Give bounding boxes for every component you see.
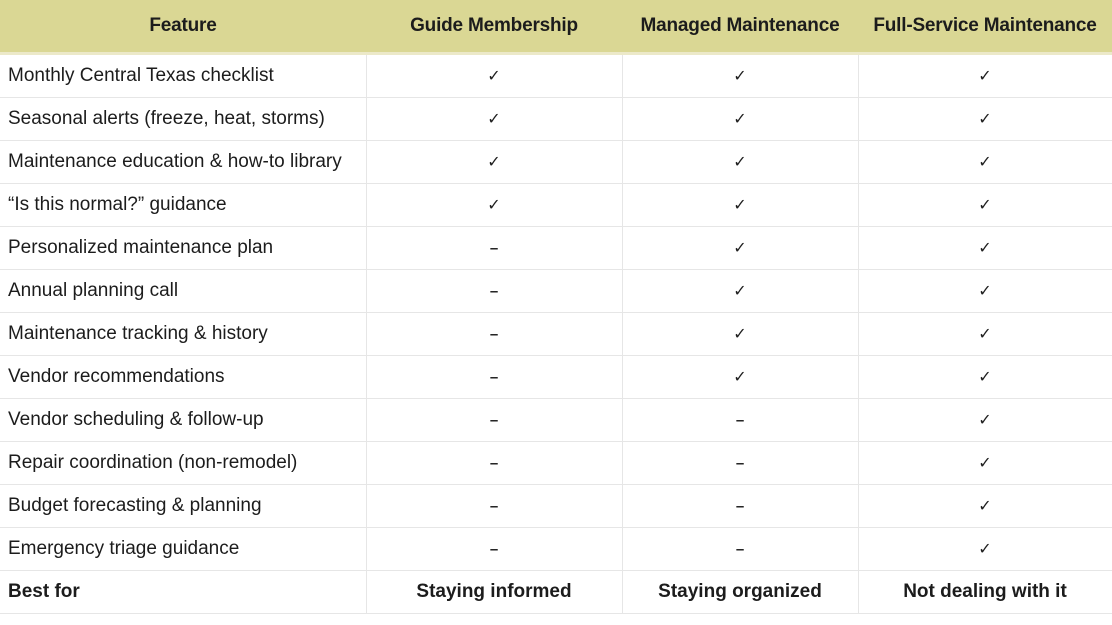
- check-icon: ✓: [733, 109, 747, 128]
- full-mark-cell: [858, 141, 1112, 184]
- guide-mark-cell: [366, 270, 622, 313]
- table-row: [0, 227, 1112, 270]
- guide-mark-cell: [366, 98, 622, 141]
- check-icon: ✓: [733, 324, 747, 343]
- feature-name: Maintenance education & how-to library: [0, 141, 366, 184]
- feature-name: Budget forecasting & planning: [0, 485, 366, 528]
- header-full-service-maintenance: Full-Service Maintenance: [858, 0, 1112, 54]
- dash-icon: –: [489, 541, 499, 558]
- feature-name: “Is this normal?” guidance: [0, 184, 366, 227]
- feature-name: Annual planning call: [0, 270, 366, 313]
- table-row: [0, 184, 1112, 227]
- feature-name: Monthly Central Texas checklist: [0, 54, 366, 98]
- full-mark-cell: [858, 270, 1112, 313]
- managed-mark-cell: [622, 485, 858, 528]
- check-icon: ✓: [978, 109, 992, 128]
- check-icon: ✓: [978, 281, 992, 300]
- check-icon: ✓: [733, 281, 747, 300]
- table-row: [0, 356, 1112, 399]
- full-mark-cell: [858, 356, 1112, 399]
- full-mark-cell: [858, 485, 1112, 528]
- full-mark-cell: [858, 98, 1112, 141]
- managed-mark-cell: [622, 141, 858, 184]
- feature-name: Seasonal alerts (freeze, heat, storms): [0, 98, 366, 141]
- full-mark-cell: [858, 442, 1112, 485]
- header-row: [0, 0, 1112, 54]
- full-mark-cell: [858, 528, 1112, 571]
- managed-mark-cell: [622, 356, 858, 399]
- table-row: [0, 270, 1112, 313]
- feature-name: Maintenance tracking & history: [0, 313, 366, 356]
- managed-mark-cell: [622, 98, 858, 141]
- table-row: [0, 98, 1112, 141]
- managed-mark-cell: [622, 270, 858, 313]
- dash-icon: –: [735, 455, 745, 472]
- guide-mark-cell: [366, 485, 622, 528]
- check-icon: ✓: [978, 367, 992, 386]
- managed-mark-cell: [622, 184, 858, 227]
- feature-name: Vendor scheduling & follow-up: [0, 399, 366, 442]
- header-managed-maintenance: Managed Maintenance: [622, 0, 858, 54]
- check-icon: ✓: [733, 367, 747, 386]
- full-mark-cell: [858, 313, 1112, 356]
- table-row: [0, 442, 1112, 485]
- check-icon: ✓: [978, 152, 992, 171]
- header-feature: Feature: [0, 0, 366, 54]
- table-row: [0, 528, 1112, 571]
- dash-icon: –: [735, 498, 745, 515]
- guide-mark-cell: [366, 141, 622, 184]
- feature-name: Personalized maintenance plan: [0, 227, 366, 270]
- guide-mark-cell: [366, 399, 622, 442]
- check-icon: ✓: [733, 195, 747, 214]
- check-icon: ✓: [733, 238, 747, 257]
- dash-icon: –: [489, 240, 499, 257]
- full-mark-cell: [858, 227, 1112, 270]
- guide-mark-cell: [366, 184, 622, 227]
- check-icon: ✓: [733, 66, 747, 85]
- dash-icon: –: [735, 412, 745, 429]
- managed-mark-cell: [622, 399, 858, 442]
- guide-mark-cell: [366, 442, 622, 485]
- full-mark-cell: [858, 399, 1112, 442]
- header-guide-membership: Guide Membership: [366, 0, 622, 54]
- full-mark-cell: [858, 184, 1112, 227]
- feature-name: Emergency triage guidance: [0, 528, 366, 571]
- full-mark-cell: [858, 54, 1112, 98]
- dash-icon: –: [489, 369, 499, 386]
- feature-name: Vendor recommendations: [0, 356, 366, 399]
- check-icon: ✓: [733, 152, 747, 171]
- table-row: [0, 399, 1112, 442]
- dash-icon: –: [489, 498, 499, 515]
- check-icon: ✓: [978, 410, 992, 429]
- check-icon: ✓: [978, 539, 992, 558]
- dash-icon: –: [489, 326, 499, 343]
- managed-mark-cell: [622, 227, 858, 270]
- table-row: [0, 141, 1112, 184]
- check-icon: ✓: [978, 496, 992, 515]
- best-for-guide: Staying informed: [366, 571, 622, 614]
- managed-mark-cell: [622, 54, 858, 98]
- dash-icon: –: [489, 283, 499, 300]
- table-row: [0, 485, 1112, 528]
- feature-name: Repair coordination (non-remodel): [0, 442, 366, 485]
- check-icon: ✓: [487, 109, 501, 128]
- guide-mark-cell: [366, 356, 622, 399]
- check-icon: ✓: [487, 195, 501, 214]
- guide-mark-cell: [366, 227, 622, 270]
- guide-mark-cell: [366, 528, 622, 571]
- check-icon: ✓: [978, 453, 992, 472]
- check-icon: ✓: [978, 195, 992, 214]
- table-header: [0, 0, 1112, 54]
- check-icon: ✓: [487, 66, 501, 85]
- guide-mark-cell: [366, 313, 622, 356]
- managed-mark-cell: [622, 442, 858, 485]
- best-for-full: Not dealing with it: [858, 571, 1112, 614]
- table-body: [0, 54, 1112, 614]
- check-icon: ✓: [978, 238, 992, 257]
- check-icon: ✓: [978, 66, 992, 85]
- guide-mark-cell: [366, 54, 622, 98]
- dash-icon: –: [489, 412, 499, 429]
- best-for-managed: Staying organized: [622, 571, 858, 614]
- best-for-label: Best for: [0, 571, 366, 614]
- dash-icon: –: [735, 541, 745, 558]
- table-row: [0, 54, 1112, 98]
- check-icon: ✓: [978, 324, 992, 343]
- dash-icon: –: [489, 455, 499, 472]
- managed-mark-cell: [622, 313, 858, 356]
- check-icon: ✓: [487, 152, 501, 171]
- managed-mark-cell: [622, 528, 858, 571]
- table-row: [0, 313, 1112, 356]
- best-for-row: [0, 571, 1112, 614]
